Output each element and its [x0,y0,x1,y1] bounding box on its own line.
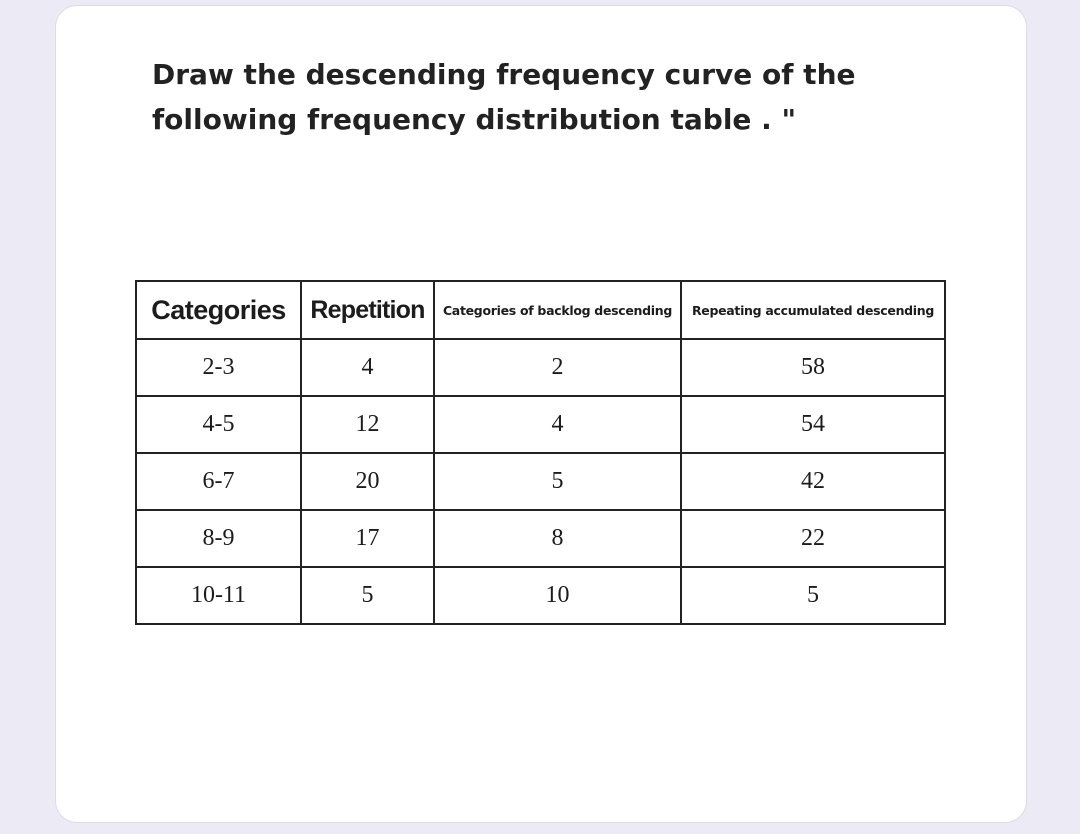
cell-accumulated-descending: 58 [681,339,945,396]
header-categories: Categories [136,281,301,339]
question-line-2: following frequency distribution table . " [152,103,797,136]
table-row [136,339,945,396]
table-row [136,396,945,453]
cell-category: 4-5 [136,396,301,453]
table-header-row [136,281,945,339]
cell-backlog-descending: 5 [434,453,681,510]
cell-accumulated-descending: 54 [681,396,945,453]
cell-repetition: 4 [301,339,434,396]
table-row [136,567,945,624]
cell-backlog-descending: 8 [434,510,681,567]
cell-repetition: 12 [301,396,434,453]
question-text [152,52,912,142]
header-repetition: Repetition [301,281,434,339]
cell-accumulated-descending: 5 [681,567,945,624]
cell-repetition: 17 [301,510,434,567]
cell-category: 6-7 [136,453,301,510]
cell-category: 2-3 [136,339,301,396]
cell-repetition: 5 [301,567,434,624]
cell-category: 10-11 [136,567,301,624]
cell-backlog-descending: 10 [434,567,681,624]
cell-accumulated-descending: 42 [681,453,945,510]
header-categories-backlog-descending: Categories of backlog descending [434,281,681,339]
table-row [136,510,945,567]
header-repeating-accumulated-descending: Repeating accumulated descending [681,281,945,339]
frequency-table [135,280,946,625]
cell-backlog-descending: 4 [434,396,681,453]
cell-repetition: 20 [301,453,434,510]
question-line-1: Draw the descending frequency curve of the [152,58,856,91]
cell-category: 8-9 [136,510,301,567]
table-row [136,453,945,510]
cell-accumulated-descending: 22 [681,510,945,567]
cell-backlog-descending: 2 [434,339,681,396]
